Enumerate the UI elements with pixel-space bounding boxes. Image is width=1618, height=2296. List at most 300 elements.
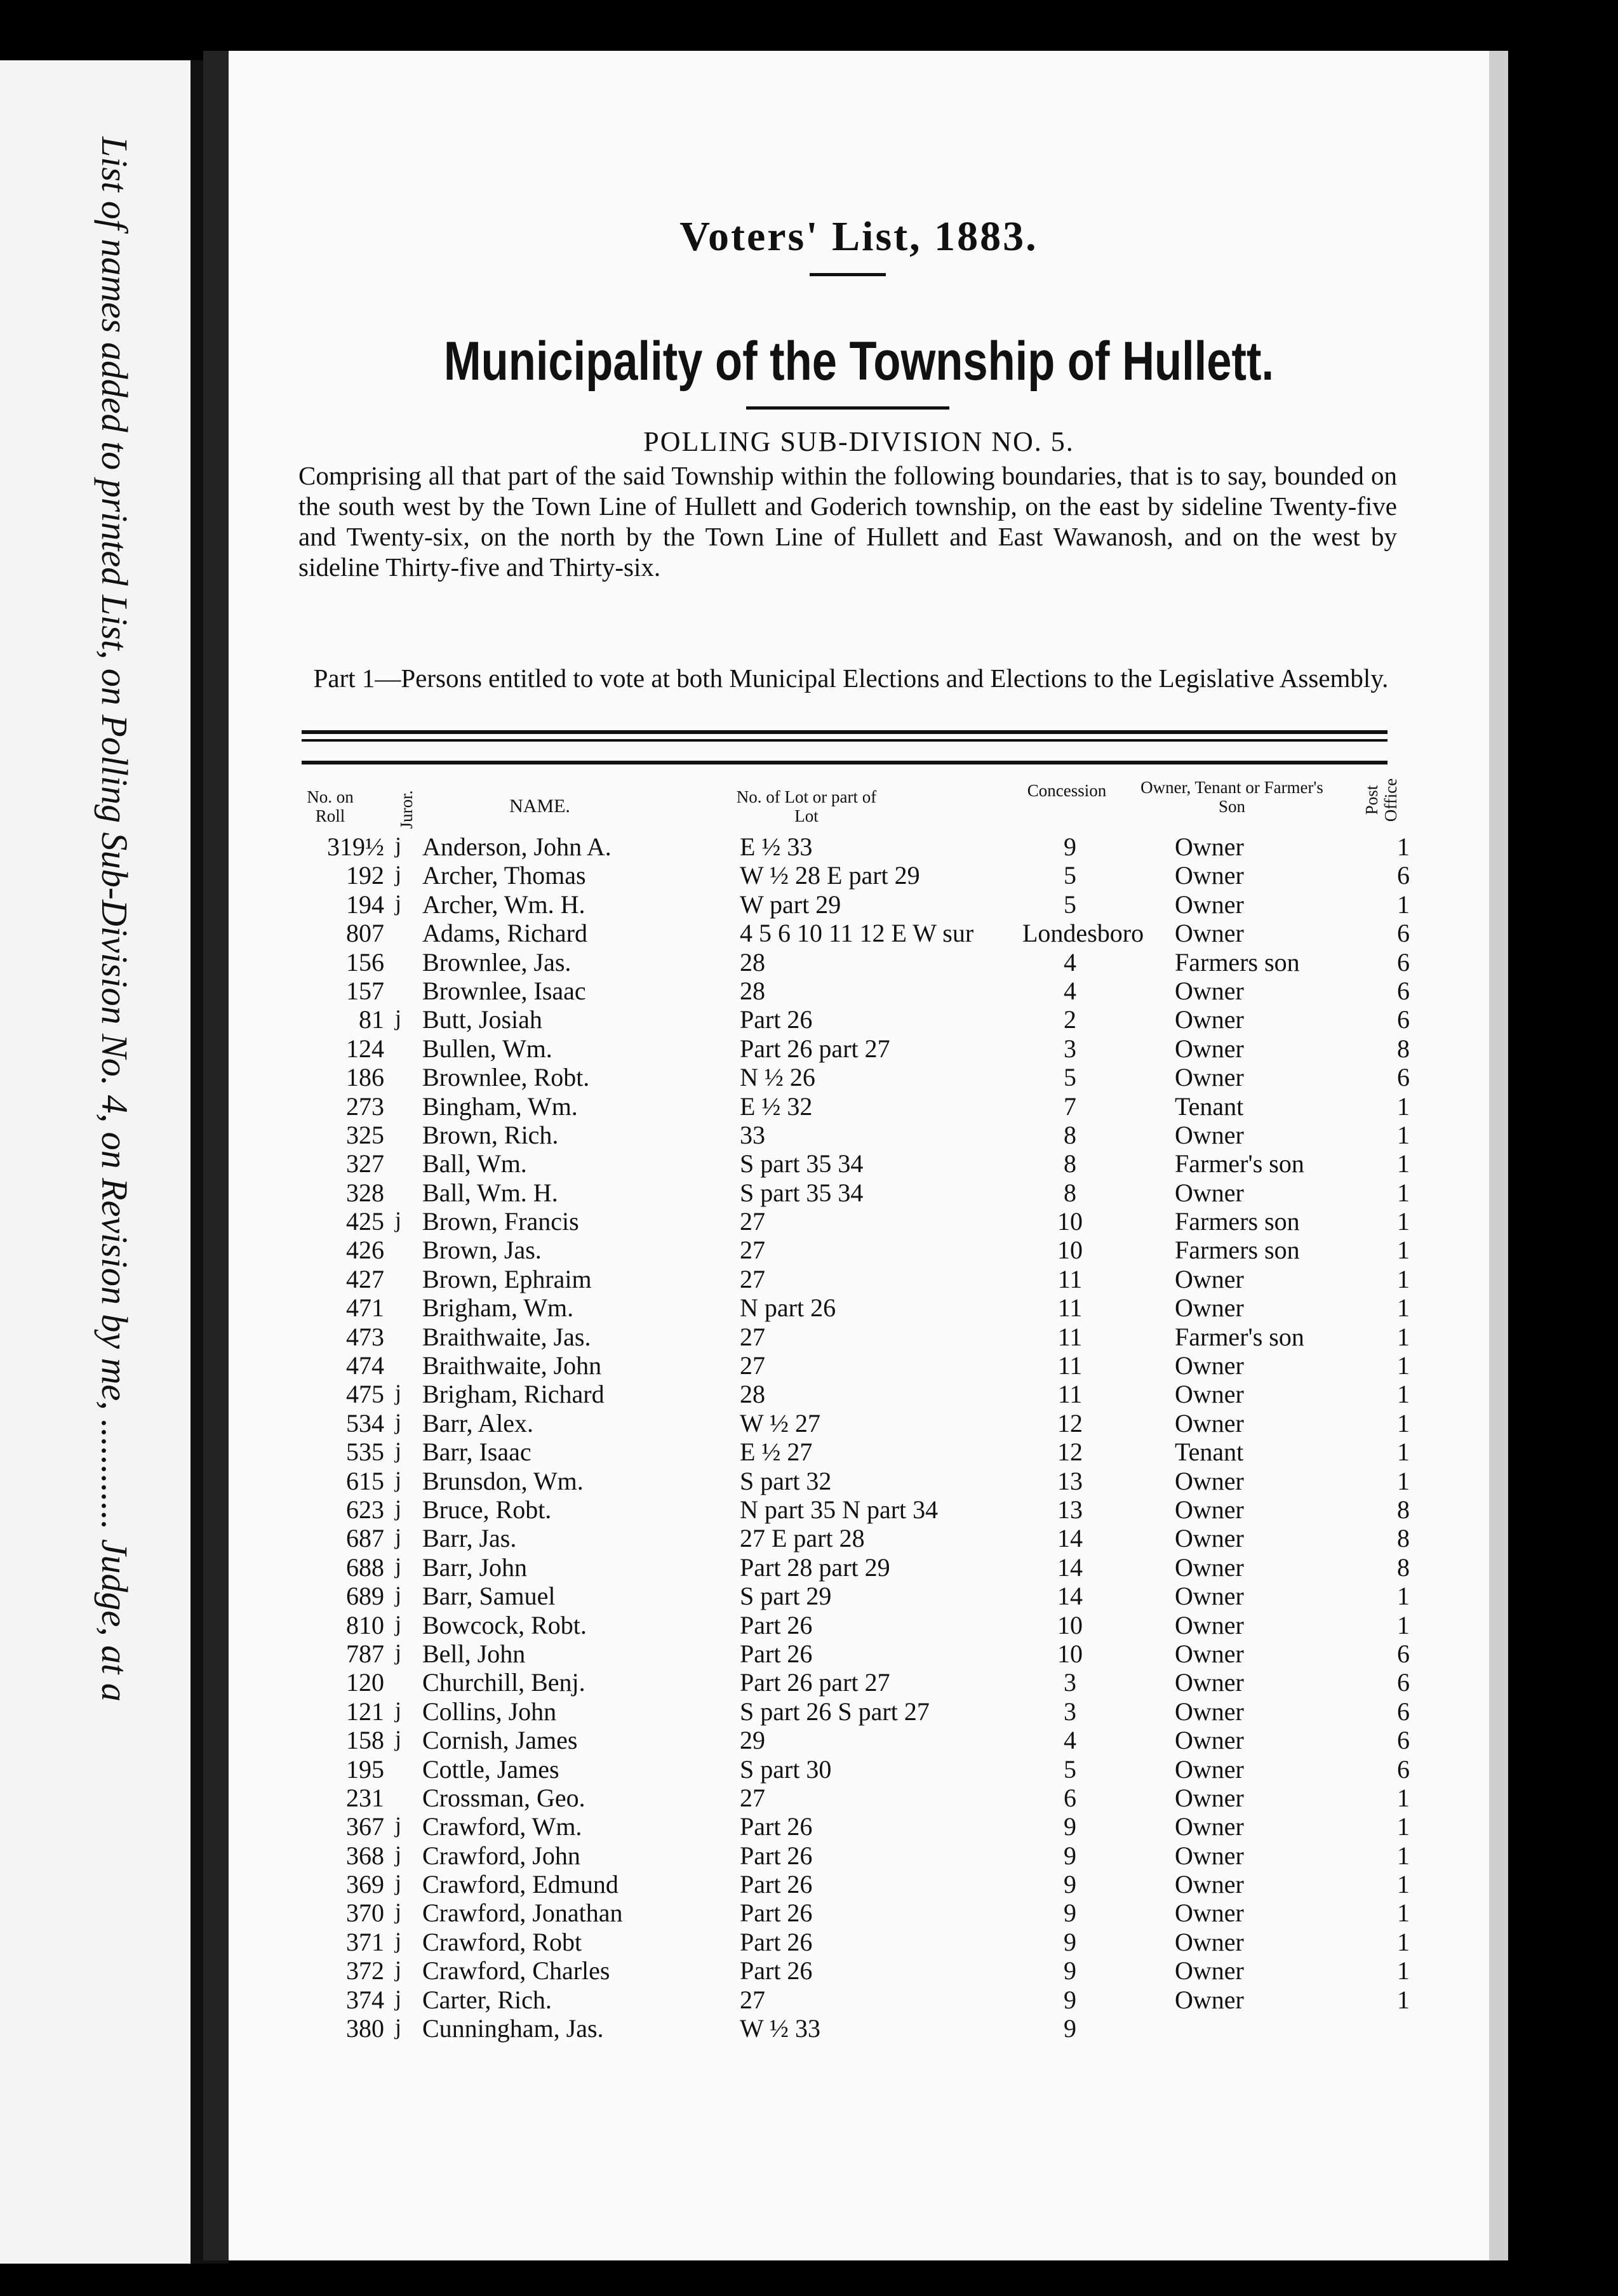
lot-cell: W part 29 (740, 890, 841, 919)
table-row (229, 860, 1489, 889)
name-cell: Brunsdon, Wm. (422, 1466, 584, 1495)
table-row (229, 1697, 1489, 1725)
col-name-header: NAME. (509, 796, 570, 817)
owner-cell: Owner (1175, 1610, 1244, 1639)
concession-cell: 7 (1064, 1091, 1076, 1121)
lot-cell: Part 26 (740, 1639, 813, 1668)
post-office-cell: 8 (1397, 1552, 1410, 1582)
name-cell: Barr, Isaac (422, 1438, 532, 1467)
lot-cell: 29 (740, 1726, 765, 1755)
post-office-cell: 1 (1397, 1956, 1410, 1986)
juror-cell: j (395, 1610, 402, 1636)
owner-cell: Owner (1175, 1495, 1244, 1524)
name-cell: Cornish, James (422, 1726, 578, 1755)
name-cell: Churchill, Benj. (422, 1668, 585, 1697)
name-cell: Crossman, Geo. (422, 1783, 585, 1812)
table-row (229, 1552, 1489, 1581)
table-row (229, 1725, 1489, 1754)
post-office-cell: 6 (1397, 919, 1410, 948)
lot-cell: 27 (740, 1783, 765, 1812)
roll-cell: 370 (346, 1899, 384, 1928)
roll-cell: 81 (359, 1005, 384, 1034)
owner-cell: Owner (1175, 1668, 1244, 1697)
lot-cell: E ½ 33 (740, 832, 813, 861)
name-cell: Crawford, Charles (422, 1956, 610, 1986)
table-row (229, 1985, 1489, 2013)
lot-cell: 27 (740, 1322, 765, 1351)
post-office-cell: 6 (1397, 1005, 1410, 1034)
roll-cell: 810 (346, 1610, 384, 1639)
owner-cell: Owner (1175, 861, 1244, 890)
name-cell: Bruce, Robt. (422, 1495, 552, 1524)
roll-cell: 615 (346, 1466, 384, 1495)
lot-cell: N part 35 N part 34 (740, 1495, 939, 1524)
roll-cell: 273 (346, 1091, 384, 1121)
roll-cell: 534 (346, 1408, 384, 1438)
lot-cell: S part 32 (740, 1466, 832, 1495)
lot-cell: N ½ 26 (740, 1063, 815, 1092)
owner-cell: Tenant (1175, 1091, 1244, 1121)
lot-cell: 27 (740, 1985, 765, 2014)
table-row (229, 1783, 1489, 1812)
name-cell: Braithwaite, John (422, 1351, 602, 1380)
title-rule (810, 273, 886, 276)
post-office-cell: 6 (1397, 976, 1410, 1005)
concession-cell: 9 (1064, 1985, 1076, 2014)
post-office-cell: 1 (1397, 1610, 1410, 1639)
roll-cell: 325 (346, 1120, 384, 1149)
concession-cell: 10 (1057, 1639, 1083, 1668)
lot-cell: W ½ 33 (740, 2014, 821, 2043)
juror-cell: j (395, 1438, 402, 1464)
juror-cell: j (395, 1899, 402, 1925)
juror-cell: j (395, 832, 402, 858)
concession-cell: 5 (1064, 1754, 1076, 1784)
roll-cell: 371 (346, 1927, 384, 1956)
concession-cell: 6 (1064, 1783, 1076, 1812)
table-row (229, 1466, 1489, 1495)
name-cell: Bullen, Wm. (422, 1034, 552, 1063)
lot-cell: 27 E part 28 (740, 1524, 865, 1553)
post-office-cell: 1 (1397, 1091, 1410, 1121)
table-row (229, 1667, 1489, 1696)
roll-cell: 623 (346, 1495, 384, 1524)
name-cell: Anderson, John A. (422, 832, 612, 861)
owner-cell: Owner (1175, 1870, 1244, 1899)
page-title: Voters' List, 1883. (679, 213, 1038, 260)
juror-cell: j (395, 861, 402, 887)
heading-rule (746, 406, 949, 410)
table-row (229, 1869, 1489, 1898)
owner-cell: Owner (1175, 1120, 1244, 1149)
name-cell: Bell, John (422, 1639, 526, 1668)
table-row (229, 976, 1489, 1005)
juror-cell: j (395, 1812, 402, 1838)
roll-cell: 372 (346, 1956, 384, 1986)
concession-cell: 9 (1064, 2014, 1076, 2043)
juror-cell: j (395, 1582, 402, 1608)
concession-cell: Londesboro (1022, 919, 1144, 948)
concession-cell: 9 (1064, 832, 1076, 861)
table-row (229, 832, 1489, 860)
juror-cell: j (395, 2014, 402, 2040)
post-office-cell: 1 (1397, 1293, 1410, 1323)
concession-cell: 4 (1064, 976, 1076, 1005)
concession-cell: 8 (1064, 1120, 1076, 1149)
table-row (229, 1610, 1489, 1639)
name-cell: Crawford, Jonathan (422, 1899, 623, 1928)
roll-cell: 231 (346, 1783, 384, 1812)
name-cell: Brown, Rich. (422, 1120, 559, 1149)
roll-cell: 787 (346, 1639, 384, 1668)
table-row (229, 1812, 1489, 1840)
voters-list-page (203, 51, 1508, 2260)
juror-cell: j (395, 1639, 402, 1665)
roll-cell: 807 (346, 919, 384, 948)
table-row (229, 1523, 1489, 1552)
post-office-cell: 1 (1397, 1870, 1410, 1899)
boundary-description: Comprising all that part of the said Township within the following boundaries, that is to say, bounded on the south west by the Town Line of Hullett and Goderich township, on the east by sideline Twenty-five and Twenty-six, on the north by the Town Line of Hullett and East Wawanosh, and on the west by sideline Thirty-five and Thirty-six. (298, 461, 1397, 582)
lot-cell: 28 (740, 976, 765, 1005)
municipality-heading: Municipality of the Township of Hullett. (443, 331, 1274, 392)
name-cell: Archer, Thomas (422, 861, 586, 890)
lot-cell: W ½ 28 E part 29 (740, 861, 920, 890)
juror-cell: j (395, 1927, 402, 1953)
name-cell: Ball, Wm. (422, 1149, 527, 1178)
roll-cell: 471 (346, 1293, 384, 1323)
roll-cell: 124 (346, 1034, 384, 1063)
post-office-cell: 1 (1397, 1120, 1410, 1149)
owner-cell: Owner (1175, 1264, 1244, 1293)
lot-cell: S part 35 34 (740, 1178, 864, 1207)
col-post-header: Post Office (1362, 778, 1400, 822)
name-cell: Barr, Alex. (422, 1408, 534, 1438)
concession-cell: 9 (1064, 1899, 1076, 1928)
roll-cell: 327 (346, 1149, 384, 1178)
name-cell: Brigham, Wm. (422, 1293, 574, 1323)
roll-cell: 426 (346, 1236, 384, 1265)
lot-cell: E ½ 27 (740, 1438, 813, 1467)
juror-cell: j (395, 1207, 402, 1233)
post-office-cell: 6 (1397, 861, 1410, 890)
lot-cell: 28 (740, 1380, 765, 1409)
table-row (229, 1898, 1489, 1926)
post-office-cell: 1 (1397, 1149, 1410, 1178)
concession-cell: 14 (1057, 1582, 1083, 1611)
roll-cell: 425 (346, 1207, 384, 1236)
revision-note: List of names added to printed List, on Polling Sub-Division No. 4, on Revision by me, ............ Judge, at a (94, 137, 135, 1702)
concession-cell: 11 (1057, 1322, 1083, 1351)
table-row (229, 1293, 1489, 1321)
roll-cell: 186 (346, 1063, 384, 1092)
post-office-cell: 1 (1397, 1927, 1410, 1956)
juror-cell: j (395, 1408, 402, 1434)
post-office-cell: 1 (1397, 1380, 1410, 1409)
post-office-cell: 1 (1397, 890, 1410, 919)
concession-cell: 2 (1064, 1005, 1076, 1034)
roll-cell: 194 (346, 890, 384, 919)
roll-cell: 367 (346, 1812, 384, 1841)
owner-cell: Owner (1175, 1380, 1244, 1409)
concession-cell: 9 (1064, 1841, 1076, 1870)
juror-cell: j (395, 1524, 402, 1550)
lot-cell: Part 26 (740, 1610, 813, 1639)
lot-cell: Part 26 (740, 1005, 813, 1034)
col-roll-header: No. on Roll (307, 787, 354, 825)
owner-cell: Owner (1175, 1293, 1244, 1323)
table-row (229, 2013, 1489, 2042)
roll-cell: 156 (346, 947, 384, 977)
lot-cell: Part 26 part 27 (740, 1034, 890, 1063)
name-cell: Butt, Josiah (422, 1005, 542, 1034)
concession-cell: 8 (1064, 1178, 1076, 1207)
post-office-cell: 6 (1397, 1726, 1410, 1755)
concession-cell: 13 (1057, 1466, 1083, 1495)
name-cell: Brigham, Richard (422, 1380, 605, 1409)
concession-cell: 10 (1057, 1207, 1083, 1236)
owner-cell: Farmer's son (1175, 1149, 1304, 1178)
juror-cell: j (395, 1495, 402, 1521)
col-lot-header: No. of Lot or part of Lot (736, 787, 877, 825)
post-office-cell: 1 (1397, 1207, 1410, 1236)
name-cell: Brown, Ephraim (422, 1264, 592, 1293)
owner-cell: Owner (1175, 1783, 1244, 1812)
post-office-cell: 6 (1397, 1754, 1410, 1784)
table-row (229, 1149, 1489, 1177)
owner-cell: Owner (1175, 832, 1244, 861)
concession-cell: 9 (1064, 1870, 1076, 1899)
concession-cell: 5 (1064, 890, 1076, 919)
concession-cell: 5 (1064, 861, 1076, 890)
table-row (229, 1091, 1489, 1120)
table-row (229, 1120, 1489, 1149)
table-row (229, 890, 1489, 918)
part-heading: Part 1—Persons entitled to vote at both Municipal Elections and Elections to the Legislative Assembly. (313, 664, 1389, 693)
lot-cell: Part 26 (740, 1870, 813, 1899)
roll-cell: 369 (346, 1870, 384, 1899)
name-cell: Brownlee, Robt. (422, 1063, 590, 1092)
name-cell: Crawford, Wm. (422, 1812, 582, 1841)
table-row (229, 1639, 1489, 1667)
concession-cell: 11 (1057, 1380, 1083, 1409)
concession-cell: 8 (1064, 1149, 1076, 1178)
table-row (229, 1351, 1489, 1379)
juror-cell: j (395, 1380, 402, 1406)
table-row (229, 1437, 1489, 1465)
table-row (229, 1581, 1489, 1610)
lot-cell: E ½ 32 (740, 1091, 813, 1121)
juror-cell: j (395, 1985, 402, 2011)
post-office-cell: 1 (1397, 1438, 1410, 1467)
post-office-cell: 1 (1397, 1264, 1410, 1293)
owner-cell: Owner (1175, 1524, 1244, 1553)
name-cell: Braithwaite, Jas. (422, 1322, 591, 1351)
col-owner-header: Owner, Tenant or Farmer's Son (1140, 778, 1323, 816)
roll-cell: 427 (346, 1264, 384, 1293)
lot-cell: Part 28 part 29 (740, 1552, 890, 1582)
table-row (229, 947, 1489, 976)
owner-cell: Farmers son (1175, 947, 1300, 977)
lot-cell: S part 26 S part 27 (740, 1697, 930, 1726)
owner-cell: Owner (1175, 1985, 1244, 2014)
name-cell: Cottle, James (422, 1754, 559, 1784)
concession-cell: 3 (1064, 1034, 1076, 1063)
subdivision-heading: POLLING SUB-DIVISION NO. 5. (643, 426, 1074, 457)
concession-cell: 9 (1064, 1956, 1076, 1986)
lot-cell: 4 5 6 10 11 12 E W sur (740, 919, 974, 948)
roll-cell: 121 (346, 1697, 384, 1726)
roll-cell: 535 (346, 1438, 384, 1467)
concession-cell: 13 (1057, 1495, 1083, 1524)
lot-cell: 27 (740, 1207, 765, 1236)
roll-cell: 687 (346, 1524, 384, 1553)
post-office-cell: 1 (1397, 1841, 1410, 1870)
name-cell: Cunningham, Jas. (422, 2014, 604, 2043)
owner-cell: Owner (1175, 1178, 1244, 1207)
owner-cell: Owner (1175, 1812, 1244, 1841)
post-office-cell: 1 (1397, 1408, 1410, 1438)
owner-cell: Farmer's son (1175, 1322, 1304, 1351)
lot-cell: N part 26 (740, 1293, 836, 1323)
roll-cell: 689 (346, 1582, 384, 1611)
concession-cell: 11 (1057, 1293, 1083, 1323)
juror-cell: j (395, 1005, 402, 1031)
juror-cell: j (395, 1956, 402, 1982)
juror-cell: j (395, 1726, 402, 1752)
juror-cell: j (395, 1841, 402, 1867)
owner-cell: Owner (1175, 1408, 1244, 1438)
name-cell: Bowcock, Robt. (422, 1610, 587, 1639)
owner-cell: Owner (1175, 976, 1244, 1005)
name-cell: Crawford, Robt (422, 1927, 582, 1956)
lot-cell: S part 29 (740, 1582, 832, 1611)
table-row (229, 1062, 1489, 1091)
name-cell: Barr, Jas. (422, 1524, 517, 1553)
roll-cell: 120 (346, 1668, 384, 1697)
table-row (229, 1206, 1489, 1235)
concession-cell: 5 (1064, 1063, 1076, 1092)
lot-cell: Part 26 (740, 1956, 813, 1986)
lot-cell: Part 26 (740, 1812, 813, 1841)
name-cell: Brownlee, Isaac (422, 976, 586, 1005)
lot-cell: W ½ 27 (740, 1408, 821, 1438)
post-office-cell: 6 (1397, 947, 1410, 977)
post-office-cell: 1 (1397, 1466, 1410, 1495)
owner-cell: Owner (1175, 1552, 1244, 1582)
owner-cell: Owner (1175, 1927, 1244, 1956)
roll-cell: 158 (346, 1726, 384, 1755)
concession-cell: 9 (1064, 1927, 1076, 1956)
owner-cell: Farmers son (1175, 1236, 1300, 1265)
concession-cell: 9 (1064, 1812, 1076, 1841)
name-cell: Barr, John (422, 1552, 528, 1582)
lot-cell: S part 35 34 (740, 1149, 864, 1178)
juror-cell: j (395, 1870, 402, 1896)
owner-cell: Owner (1175, 1351, 1244, 1380)
name-cell: Bingham, Wm. (422, 1091, 578, 1121)
owner-cell: Owner (1175, 1582, 1244, 1611)
lot-cell: 28 (740, 947, 765, 977)
post-office-cell: 1 (1397, 1985, 1410, 2014)
lot-cell: 27 (740, 1351, 765, 1380)
post-office-cell: 1 (1397, 1783, 1410, 1812)
owner-cell: Owner (1175, 1754, 1244, 1784)
concession-cell: 3 (1064, 1668, 1076, 1697)
roll-cell: 475 (346, 1380, 384, 1409)
post-office-cell: 1 (1397, 1582, 1410, 1611)
concession-cell: 14 (1057, 1552, 1083, 1582)
owner-cell: Owner (1175, 1466, 1244, 1495)
table-row (229, 1379, 1489, 1408)
table-row (229, 1927, 1489, 1956)
concession-cell: 4 (1064, 1726, 1076, 1755)
table-row (229, 1322, 1489, 1351)
table-top-rule (302, 730, 1387, 734)
name-cell: Brown, Francis (422, 1207, 579, 1236)
roll-cell: 474 (346, 1351, 384, 1380)
lot-cell: Part 26 (740, 1927, 813, 1956)
owner-cell: Owner (1175, 1005, 1244, 1034)
table-row (229, 1495, 1489, 1523)
concession-cell: 11 (1057, 1351, 1083, 1380)
owner-cell: Owner (1175, 1899, 1244, 1928)
owner-cell: Tenant (1175, 1438, 1244, 1467)
lot-cell: 27 (740, 1264, 765, 1293)
post-office-cell: 1 (1397, 832, 1410, 861)
post-office-cell: 1 (1397, 1812, 1410, 1841)
roll-cell: 374 (346, 1985, 384, 2014)
table-row (229, 1264, 1489, 1293)
left-page (0, 60, 191, 2264)
concession-cell: 3 (1064, 1697, 1076, 1726)
owner-cell: Owner (1175, 1726, 1244, 1755)
owner-cell: Owner (1175, 890, 1244, 919)
name-cell: Ball, Wm. H. (422, 1178, 558, 1207)
owner-cell: Farmers son (1175, 1207, 1300, 1236)
table-top-rule-2 (302, 739, 1387, 742)
post-office-cell: 1 (1397, 1178, 1410, 1207)
post-office-cell: 1 (1397, 1351, 1410, 1380)
owner-cell: Owner (1175, 1697, 1244, 1726)
roll-cell: 319½ (327, 832, 384, 861)
post-office-cell: 8 (1397, 1495, 1410, 1524)
post-office-cell: 1 (1397, 1899, 1410, 1928)
lot-cell: S part 30 (740, 1754, 832, 1784)
name-cell: Collins, John (422, 1697, 557, 1726)
col-concession-header: Concession (1027, 781, 1107, 800)
roll-cell: 368 (346, 1841, 384, 1870)
voter-table (229, 832, 1489, 2042)
name-cell: Brownlee, Jas. (422, 947, 572, 977)
owner-cell: Owner (1175, 1034, 1244, 1063)
roll-cell: 473 (346, 1322, 384, 1351)
table-row (229, 1005, 1489, 1033)
name-cell: Crawford, Edmund (422, 1870, 618, 1899)
post-office-cell: 6 (1397, 1668, 1410, 1697)
concession-cell: 11 (1057, 1264, 1083, 1293)
lot-cell: Part 26 (740, 1899, 813, 1928)
roll-cell: 380 (346, 2014, 384, 2043)
post-office-cell: 8 (1397, 1524, 1410, 1553)
roll-cell: 157 (346, 976, 384, 1005)
juror-cell: j (395, 1552, 402, 1578)
concession-cell: 4 (1064, 947, 1076, 977)
table-row (229, 1178, 1489, 1206)
juror-cell: j (395, 1466, 402, 1492)
owner-cell: Owner (1175, 919, 1244, 948)
concession-cell: 14 (1057, 1524, 1083, 1553)
concession-cell: 12 (1057, 1408, 1083, 1438)
